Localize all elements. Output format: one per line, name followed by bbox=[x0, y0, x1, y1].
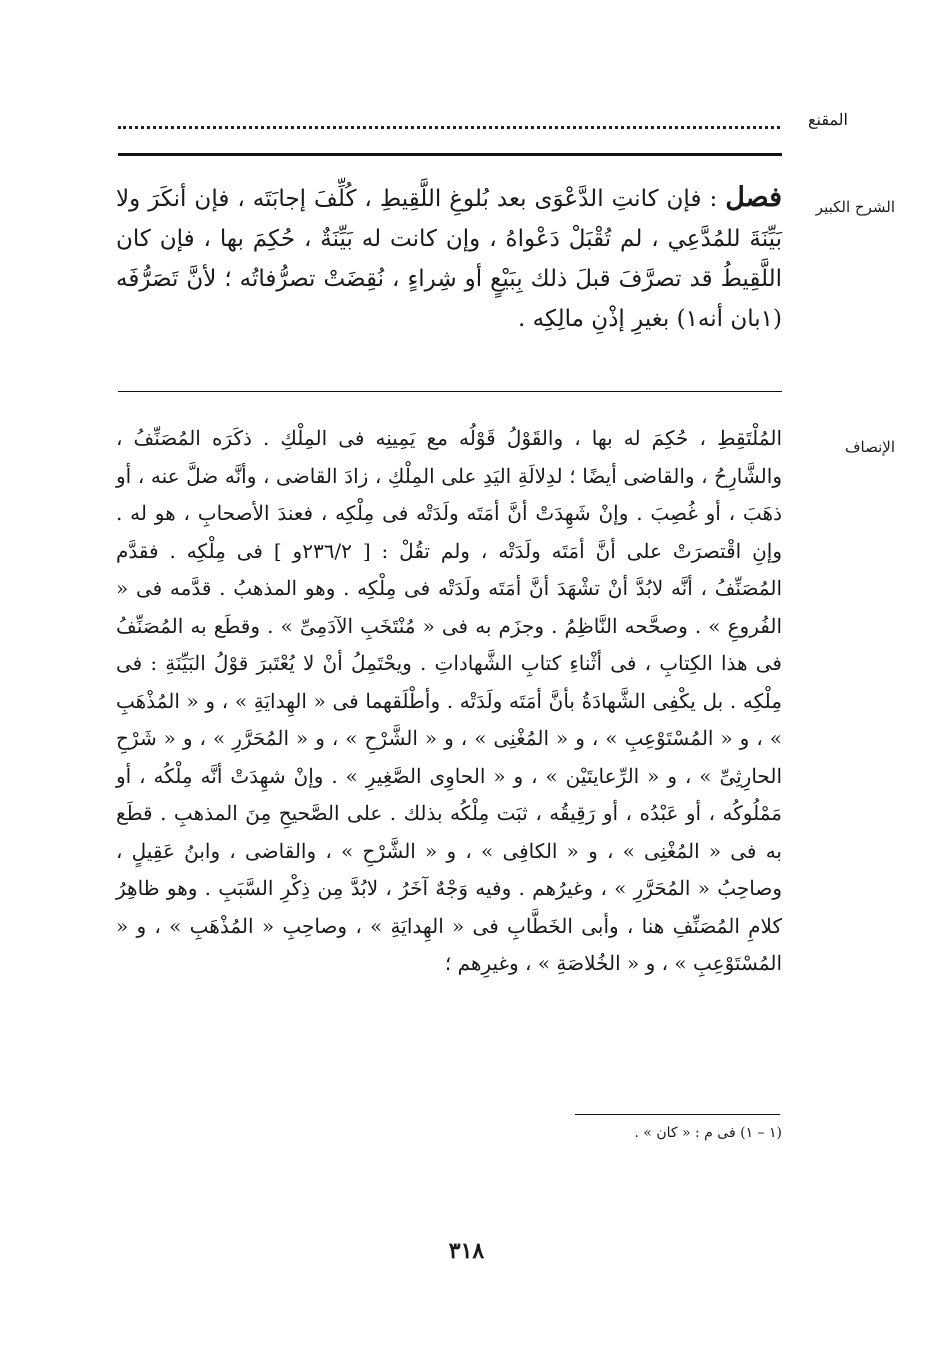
section-divider bbox=[118, 391, 782, 392]
sharh-text bbox=[116, 178, 782, 339]
header-solid-divider bbox=[118, 153, 782, 156]
fasl-heading: فصل bbox=[725, 182, 782, 213]
footnote-divider bbox=[575, 1114, 780, 1115]
header-dotted-divider bbox=[118, 126, 780, 129]
page-number: ٣١٨ bbox=[448, 1238, 485, 1264]
sharh-body: : فإن كانتِ الدَّعْوَى بعد بُلوغِ اللَّقِيطِ ، كُلِّفَ إجابَتَه ، فإن أنكَرَ ولا بَيِّنَةَ للمُدَّعِي ، لم تُقْبَلْ دَعْواهُ ، وإن كانت له بَيِّنَةٌ ، حُكِمَ بها ، فإن كان اللَّقِيطُ قد تصرَّفَ قبلَ ذلك بِبَيْعٍ أو شِراءٍ ، نُقِضَتْ تصرُّفاتُه ؛ لأنَّ تَصَرُّفَه (١بان أنه١) بغيرِ إذْنِ مالِكِه . bbox=[116, 186, 782, 332]
sharh-section-label: الشرح الكبير bbox=[815, 198, 895, 216]
footnote: (١ – ١) فى م : « كان » . bbox=[634, 1125, 782, 1141]
insaf-section-label: الإنصاف bbox=[844, 438, 895, 456]
insaf-text: المُلْتَقِطِ ، حُكِمَ له بها ، والقَوْلُ قَوْلُه مع يَمِينِه فى المِلْكِ . ذكَرَه المُصَنِّفُ ، والشَّارِحُ ، والقاضى أيضًا ؛ لدِلالَةِ اليَدِ على المِلْكِ ، زادَ القاضى ، وأنَّه ضلَّ عنه ، أو ذهَبَ ، أو غُصِبَ . وإنْ شَهِدَتْ أنَّ أمَتَه ولَدَتْه فى مِلْكِه ، فعندَ الأصحابِ ، هو له . وإنِ اقْتصرَتْ على أنَّ أمَتَه ولَدَتْه ، ولم تقُلْ : [ ٢٣٦/٢و ] فى مِلْكِه . فقدَّم المُصَنِّفُ ، أنَّه لابُدَّ أنْ تشْهَدَ أنَّ أمَتَه ولَدَتْه فى مِلْكِه . وهو المذهبُ . قدَّمه فى « الفُروعِ » . وصحَّحه النَّاظِمُ . وجزَم به فى « مُنْتَخَبِ الآدَمِىِّ » . وقطَع به المُصَنِّفُ فى هذا الكِتابِ ، فى أثْناءِ كتابِ الشَّهاداتِ . ويحْتَمِلُ أنْ لا يُعْتَبرَ قوْلُ البَيِّنَةِ : فى مِلْكِه . بل يكْفِى الشَّهادَةُ بأنَّ أمَتَه ولَدَتْه . وأطْلَقهما فى « الهِدايَةِ » ، و « المُذْهَبِ » ، و « المُسْتَوْعِبِ » ، و « المُغْنِى » ، و « الشَّرْحِ » ، و « المُحَرَّرِ » ، و « شَرْحِ الحارِثِىِّ » ، و « الرِّعايتَيْن » ، و « الحاوِى الصَّغِيرِ » . وإنْ شهِدَتْ أنَّه مِلْكُه ، أو مَمْلُوكُه ، أو عَبْدُه ، أو رَقِيقُه ، ثبَت مِلْكُه بذلك . على الصَّحيحِ مِنَ المذهبِ . قطَع به فى « المُغْنِى » ، و « الكافِى » ، و « الشَّرْحِ » ، والقاضى ، وابنُ عَقِيلٍ ، وصاحِبُ « المُحَرَّرِ » ، وغيرُهم . وفيه وَجْهٌ آخَرُ ، لابُدَّ مِن ذِكْرِ السَّبَبِ . وهو ظاهِرُ كلامِ المُصَنِّفِ هنا ، وأبى الخَطَّابِ فى « الهِدايَةِ » ، وصاحِبِ « المُذْهَبِ » ، و « المُسْتَوْعِبِ » ، و « الخُلاصَةِ » ، وغيرِهم ؛ bbox=[116, 426, 783, 975]
running-header-title: المقنع bbox=[807, 110, 848, 129]
